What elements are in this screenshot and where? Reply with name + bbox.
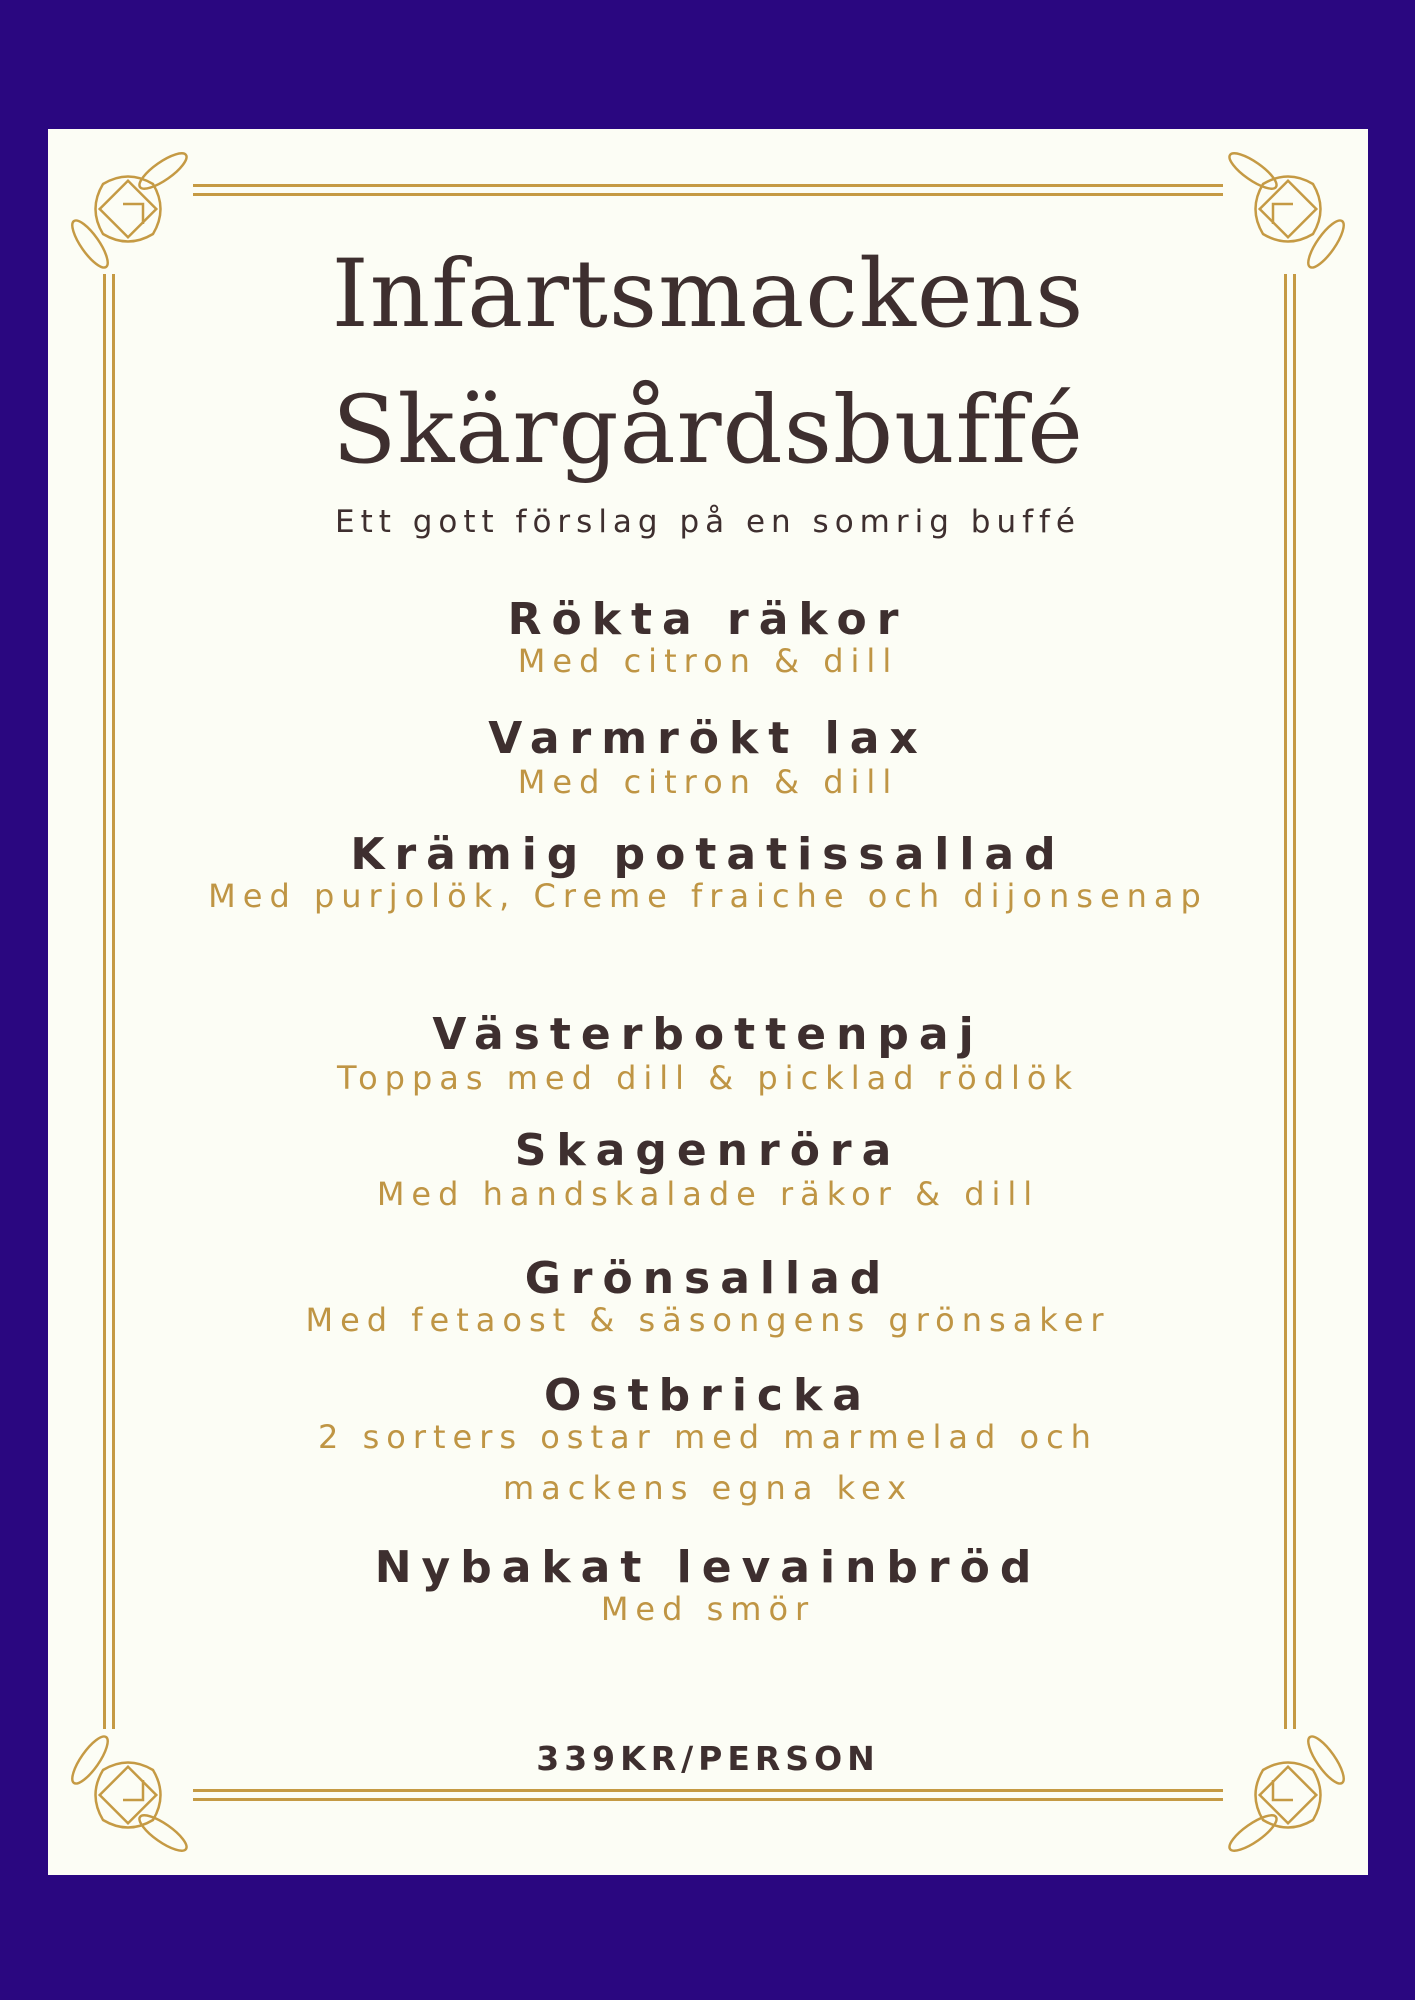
menu-item (208, 1009, 1208, 1104)
menu-item-name: Krämig potatissallad (350, 829, 1066, 880)
menu-item (208, 713, 1208, 808)
menu-item-name: Västerbottenpaj (432, 1009, 984, 1060)
menu-title-line-2: Skärgårdsbuffé (332, 376, 1084, 485)
menu-item-name: Varmrökt lax (488, 713, 928, 764)
menu-item (208, 1370, 1208, 1514)
menu-item-name: Nybakat levainbröd (374, 1542, 1042, 1593)
menu-item-description: Med fetaost & säsongens grönsaker (305, 1301, 1111, 1339)
menu-page (48, 129, 1368, 1875)
menu-item-description: 2 sorters ostar med marmelad och mackens egna kex (318, 1418, 1098, 1507)
menu-item-description: Med handskalade räkor & dill (376, 1175, 1040, 1213)
menu-subtitle: Ett gott förslag på en somrig buffé (334, 504, 1081, 540)
frame-bottom-inner-line (193, 1789, 1223, 1792)
menu-item-description: Med purjolök, Creme fraiche och dijonsenap (208, 877, 1208, 915)
price-per-person: 339KR/PERSON (536, 1739, 880, 1778)
menu-item (208, 594, 1208, 687)
menu-item-description: Toppas med dill & picklad rödlök (336, 1059, 1080, 1097)
menu-item-description: Med citron & dill (517, 763, 899, 801)
frame-top-inner-line (193, 193, 1223, 196)
menu-item-name: Rökta räkor (507, 594, 909, 645)
menu-title-line-1: Infartsmackens (331, 240, 1085, 349)
menu-item-name: Skagenröra (514, 1125, 902, 1176)
menu-item (208, 1125, 1208, 1220)
menu-item (208, 829, 1208, 922)
frame-top-outer-line (193, 184, 1223, 187)
menu-item-description: Med citron & dill (517, 642, 899, 680)
menu-item-description: Med smör (600, 1590, 816, 1628)
frame-bottom-outer-line (193, 1798, 1223, 1801)
menu-item-name: Grönsallad (524, 1253, 892, 1304)
menu-item-name: Ostbricka (544, 1370, 872, 1421)
menu-item (208, 1253, 1208, 1346)
menu-item (208, 1542, 1208, 1635)
